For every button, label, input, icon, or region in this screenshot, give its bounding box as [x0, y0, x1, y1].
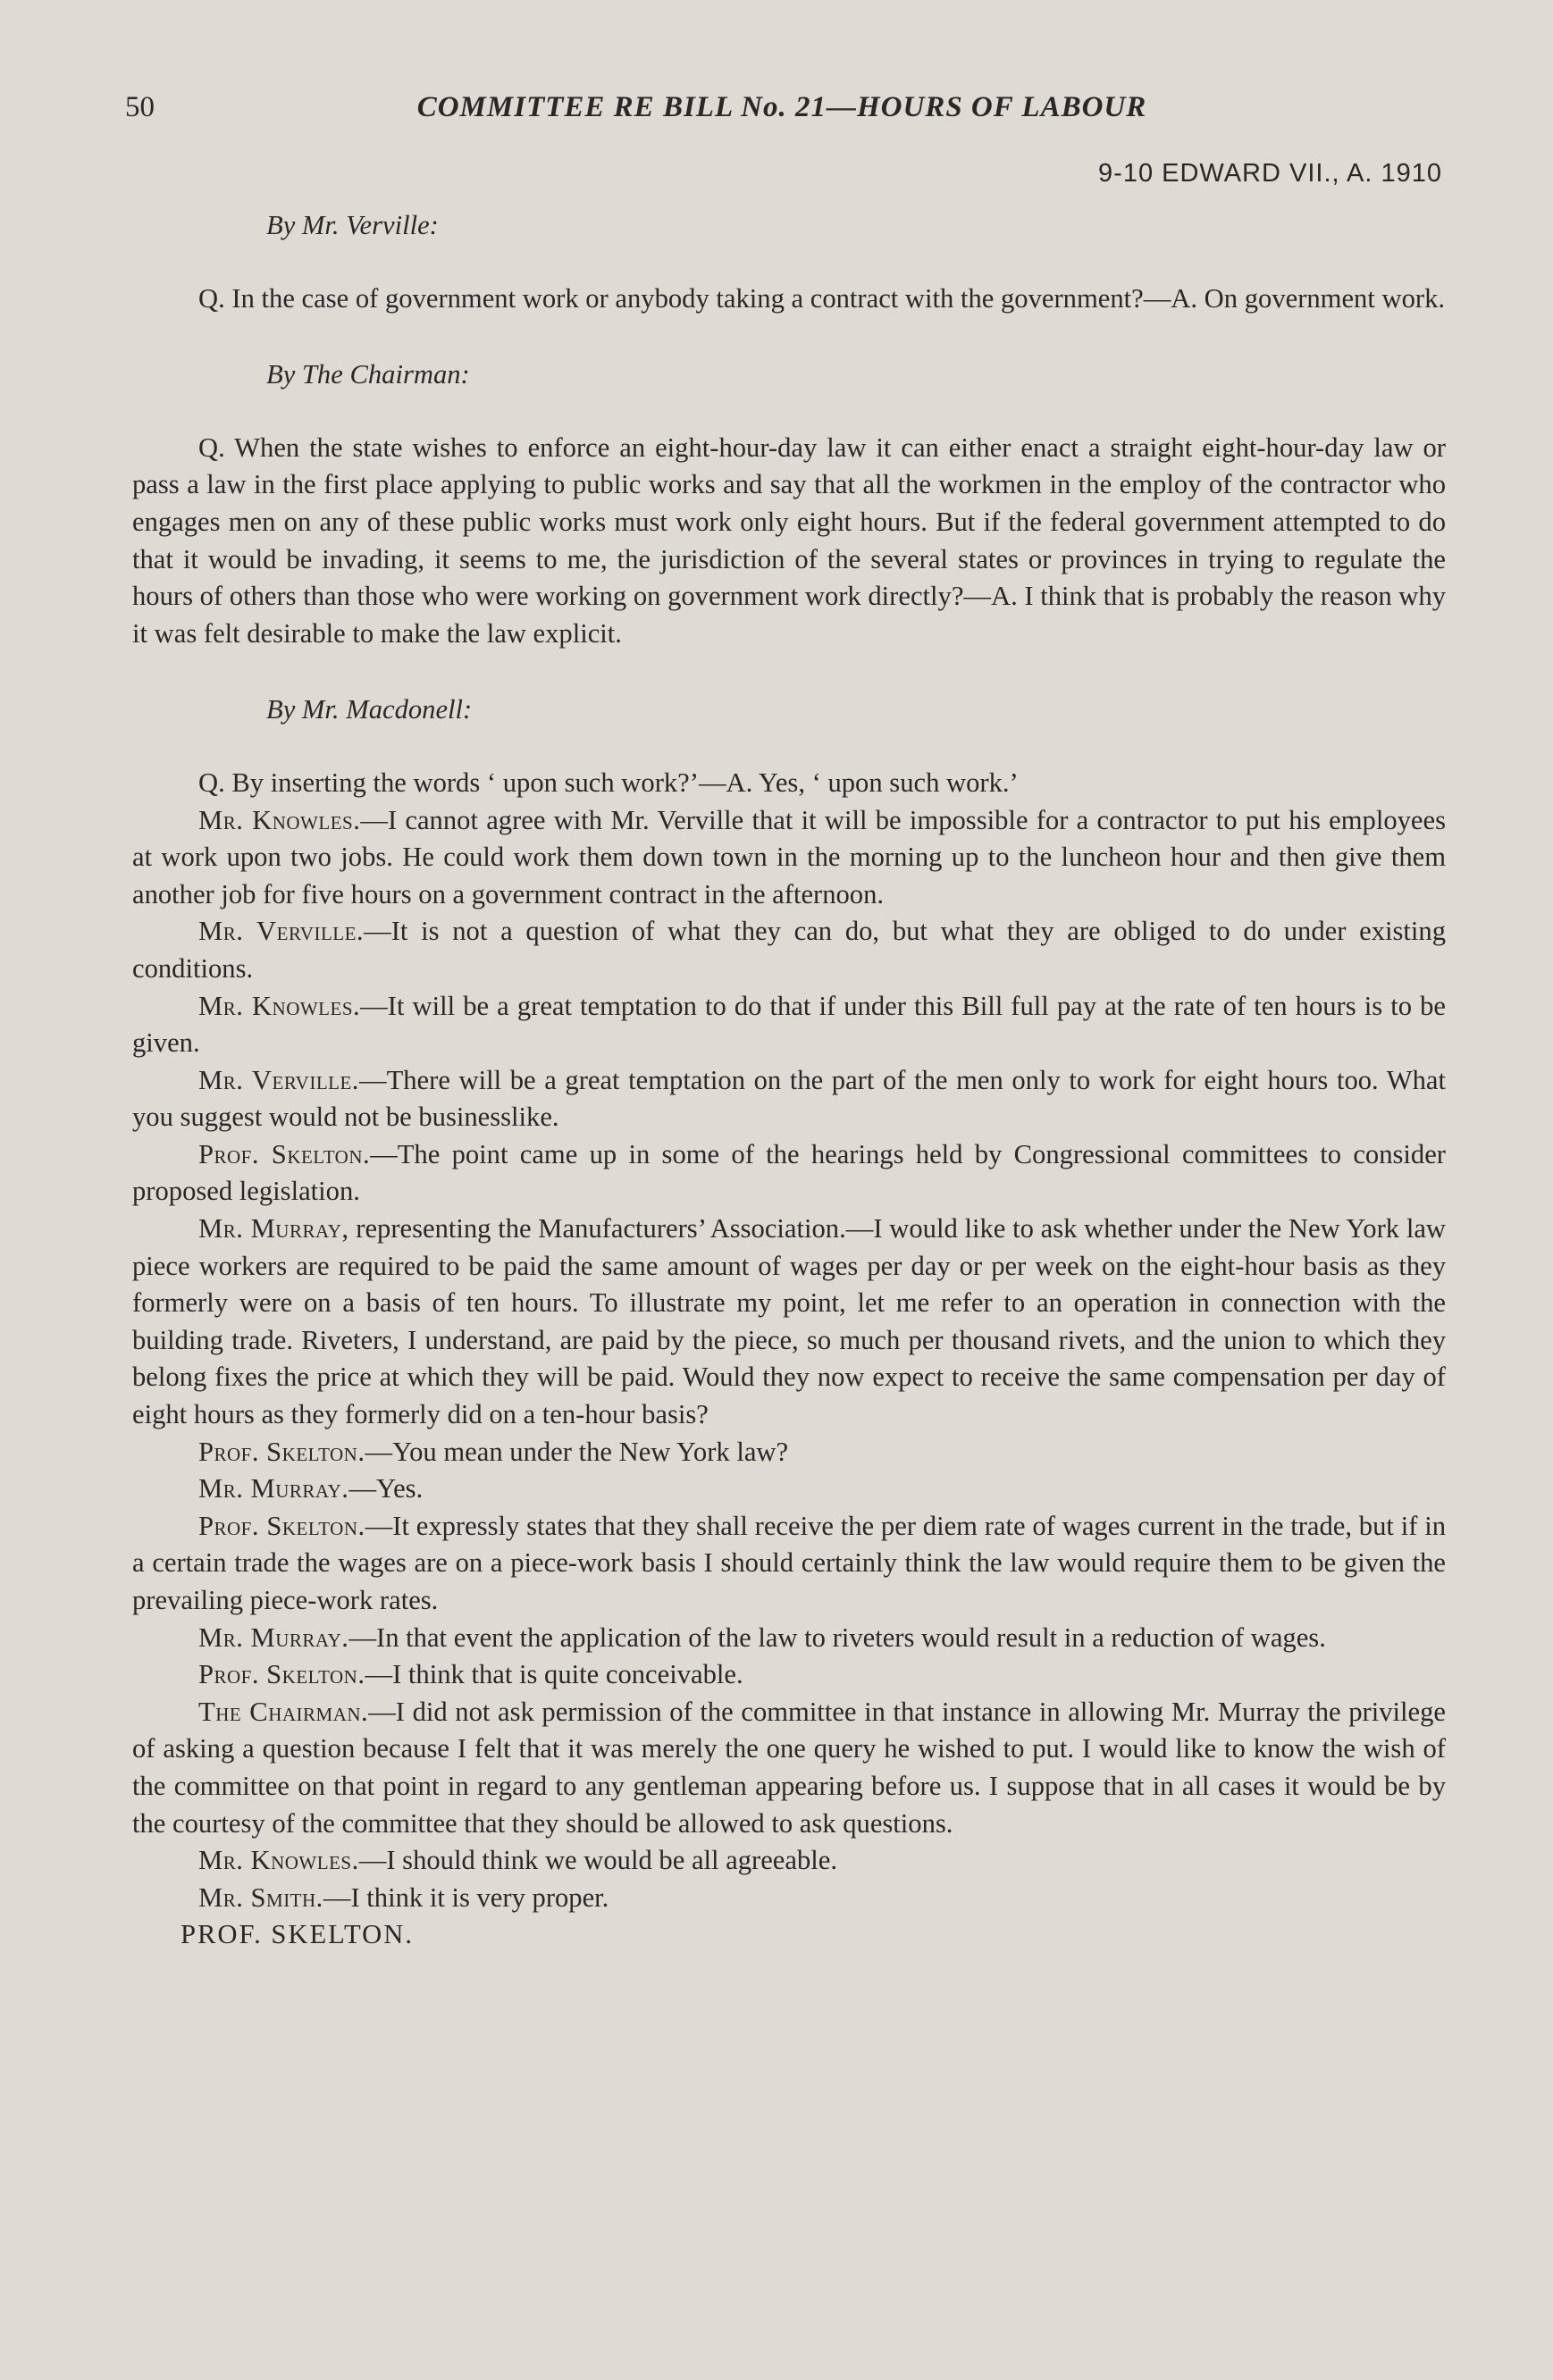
speech-text: —I should think we would be all agreeable. — [358, 1845, 837, 1876]
speech-text: —I cannot agree with Mr. Verville that it will be impossible for a contractor to put his employees at work upon two jobs. He could work them down town in the morning up to the luncheon hour and then give them another job for five hours on a government contract in the afternoon. — [132, 804, 1446, 909]
dialogue-paragraph — [132, 1211, 1446, 1434]
speaker-name: Prof. Skelton. — [198, 1510, 365, 1541]
speech-text: —I think that is quite conceivable. — [365, 1659, 743, 1690]
paragraph: Q. By inserting the words ‘ upon such work?’—A. Yes, ‘ upon such work.’ — [198, 767, 1019, 798]
dialogue-paragraph — [132, 1842, 1446, 1880]
dialogue-paragraph — [132, 988, 1446, 1062]
page-number: 50 — [125, 91, 155, 123]
speaker-name: Mr. Knowles. — [198, 990, 361, 1021]
speaker-name: Mr. Smith. — [198, 1881, 323, 1913]
page-header — [125, 89, 1439, 125]
session-label: 9-10 EDWARD VII., A. 1910 — [1098, 159, 1442, 188]
speech-text: —It will be a great temptation to do that if under this Bill full pay at the rate of ten hours is to be given. — [132, 990, 1446, 1059]
speaker-name: Mr. Verville. — [198, 1064, 359, 1095]
dialogue-paragraph — [132, 1508, 1446, 1620]
dialogue-paragraph — [132, 1880, 1446, 1917]
dialogue-paragraph — [132, 913, 1446, 987]
closing-line: PROF. SKELTON. — [180, 1919, 415, 1950]
running-title: COMMITTEE RE BILL No. 21—HOURS OF LABOUR — [416, 91, 1147, 123]
dialogue-paragraph — [132, 1062, 1446, 1136]
speech-text: —Yes. — [348, 1473, 424, 1504]
dialogue-paragraph — [132, 1471, 1446, 1508]
speaker-name: Mr. Murray. — [198, 1473, 349, 1504]
dialogue-paragraph — [132, 1656, 1446, 1694]
dialogue-paragraph — [132, 1620, 1446, 1657]
speech-text: —In that event the application of the law to riveters would result in a reduction of wages. — [348, 1622, 1326, 1653]
speech-text: representing the Manufacturers’ Association.—I would like to ask whether under the New York law piece workers are required to be paid the same amount of wages per day or per week on the eight-hour basis as they formerly were on a basis of ten hours. To illustrate my point, let me refer to an operation in connection with the building trade. Riveters, I understand, are paid by the piece, so much per thousand rivets, and the union to which they belong fixes the price at which they will be paid. Would they now expect to receive the same compensation per day of eight hours as they formerly did on a ten-hour basis? — [132, 1213, 1446, 1430]
speaker-name: Mr. Murray. — [198, 1622, 349, 1653]
dialogue-paragraph — [132, 1694, 1446, 1842]
dialogue-paragraph — [132, 1434, 1446, 1471]
paragraph: Q. When the state wishes to enforce an eight-hour-day law it can either enact a straight eight-hour-day law or pass a law in the first place applying to public works and say that all the workmen in the employ of the contractor who engages men on any of these public works must work only eight hours. But if the federal government attempted to do that it would be invading, it seems to me, the jurisdiction of the several states or provinces in trying to regulate the hours of others than those who were working on government work directly?—A. I think that is probably the reason why it was felt desirable to make the law explicit. — [132, 432, 1446, 649]
speaker-name: Prof. Skelton. — [198, 1436, 365, 1467]
speaker-name: Mr. Murray, — [198, 1213, 349, 1244]
speaker-name: The Chairman. — [198, 1696, 369, 1727]
section-heading: By The Chairman: — [266, 359, 470, 390]
document-body — [132, 207, 1446, 1954]
speaker-name: Mr. Knowles. — [198, 1845, 359, 1876]
speaker-name: Prof. Skelton. — [198, 1659, 365, 1690]
speech-text: —The point came up in some of the hearings held by Congressional committees to consider proposed legislation. — [132, 1138, 1446, 1207]
speaker-name: Mr. Verville. — [198, 916, 365, 947]
speaker-name: Mr. Knowles. — [198, 804, 361, 835]
speech-text: —It is not a question of what they can do, but what they are obliged to do under existing conditions. — [132, 916, 1446, 984]
speech-text: —I think it is very proper. — [323, 1881, 609, 1913]
speech-text: —It expressly states that they shall receive the per diem rate of wages current in the trade, but if in a certain trade the wages are on a piece-work basis I should certainly think the law would require them to be given the prevailing piece-work rates. — [132, 1510, 1447, 1615]
dialogue-list — [132, 802, 1446, 1917]
speech-text: —You mean under the New York law? — [365, 1436, 789, 1467]
paragraph: Q. In the case of government work or anybody taking a contract with the government?—A. On government work. — [198, 282, 1446, 314]
dialogue-paragraph — [132, 1136, 1446, 1211]
speaker-name: Prof. Skelton. — [198, 1138, 371, 1169]
speech-text: —There will be a great temptation on the part of the men only to work for eight hours too. What you suggest would not be businesslike. — [132, 1064, 1446, 1133]
speech-text: —I did not ask permission of the committee in that instance in allowing Mr. Murray the privilege of asking a question because I felt that it was merely the one query he wished to put. I would like to know the wish of the committee on that point in regard to any gentleman appearing before us. I suppose that in all cases it would be by the courtesy of the committee that they should be allowed to ask questions. — [132, 1696, 1446, 1839]
dialogue-paragraph — [132, 802, 1446, 914]
section-heading: By Mr. Verville: — [266, 210, 439, 240]
section-heading: By Mr. Macdonell: — [266, 694, 473, 725]
